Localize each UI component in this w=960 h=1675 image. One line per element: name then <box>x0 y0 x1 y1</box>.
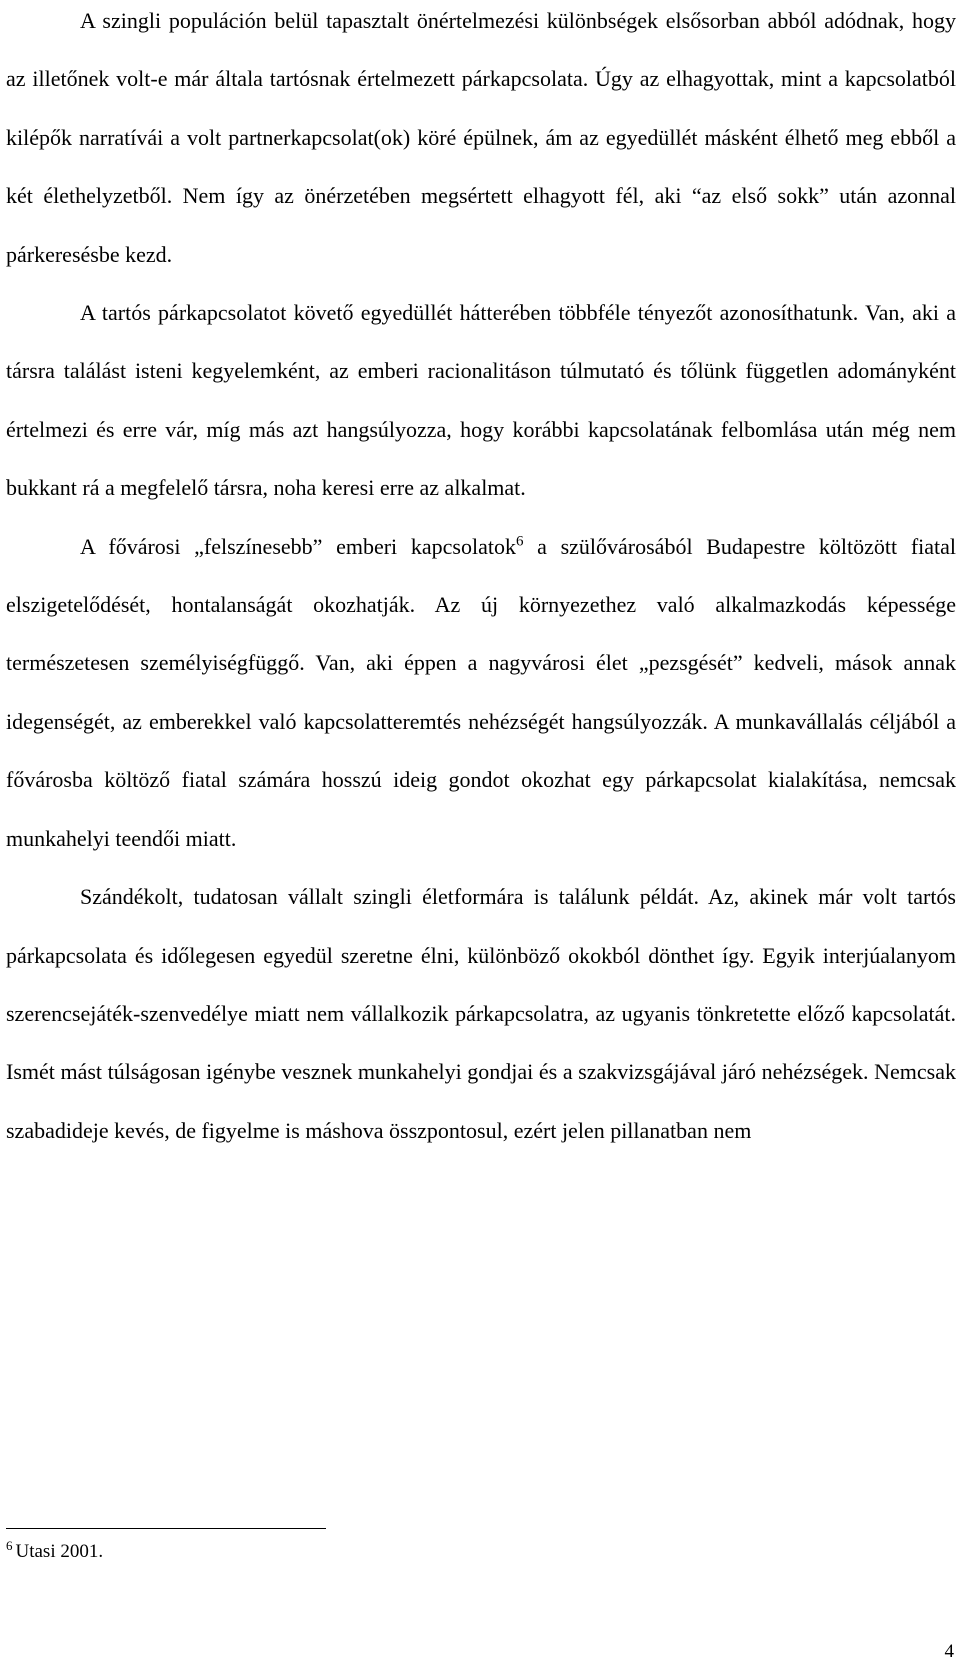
footnote-text: Utasi 2001. <box>15 1541 104 1562</box>
footnote-separator <box>6 1528 326 1529</box>
paragraph-1: A szingli populáción belül tapasztalt önértelmezési különbségek elsősorban abból adódnak, hogy az illetőnek volt-e már általa tartósnak értelmezett párkapcsolata. Úgy az elhagyottak, mint a kapcsolatból kilépők narratívái a volt partnerkapcsolat(ok) köré épülnek, ám az egyedüllét másként élhető meg ebből a két élethelyzetből. Nem így az önérzetében megsértett elhagyott fél, aki “az első sokk” után azonnal párkeresésbe kezd. <box>6 8 956 267</box>
paragraph-3-start: A fővárosi „felszínesebb” emberi kapcsolatok <box>80 533 516 559</box>
paragraph-4: Szándékolt, tudatosan vállalt szingli életformára is találunk példát. Az, akinek már volt tartós párkapcsolata és időlegesen egyedül szeretne élni, különböző okokból dönthet így. Egyik interjúalanyom szerencsejáték-szenvedélye miatt nem vállalkozik párkapcsolatra, az ugyanis tönkretette előző kapcsolatát. Ismét mást túlságosan igénybe vesznek munkahelyi gondjai és a szakvizsgájával járó nehézségek. Nemcsak szabadideje kevés, de figyelme is máshova összpontosul, ezért jelen pillanatban nem <box>6 884 956 1143</box>
paragraph-3-rest: a szülővárosából Budapestre költözött fiatal elszigetelődését, hontalanságát okozhatják. Az új környezethez való alkalmazkodás képessége természetesen személyiségfüggő. Van, aki éppen a nagyvárosi élet „pezsgését” kedveli, mások annak idegenségét, az emberekkel való kapcsolatteremtés nehézségét hangsúlyozzák. A munkavállalás céljából a fővárosba költöző fiatal számára hosszú ideig gondot okozhat egy párkapcsolat kialakítása, nemcsak munkahelyi teendői miatt. <box>6 533 957 851</box>
footnote <box>6 1537 104 1564</box>
footnote-mark: 6 <box>6 1537 13 1553</box>
paragraph-3 <box>6 518 956 868</box>
paragraph-2: A tartós párkapcsolatot követő egyedüllét hátterében többféle tényezőt azonosíthatunk. Van, aki a társra találást isteni kegyelemként, az emberi racionalitáson túlmutató és tőlünk független adományként értelmezi és erre vár, míg más azt hangsúlyozza, hogy korábbi kapcsolatának felbomlása után még nem bukkant rá a megfelelő társra, noha keresi erre az alkalmat. <box>6 300 956 501</box>
footnote-reference[interactable]: 6 <box>515 533 524 550</box>
page-number: 4 <box>944 1641 954 1662</box>
body-text <box>6 0 956 1160</box>
